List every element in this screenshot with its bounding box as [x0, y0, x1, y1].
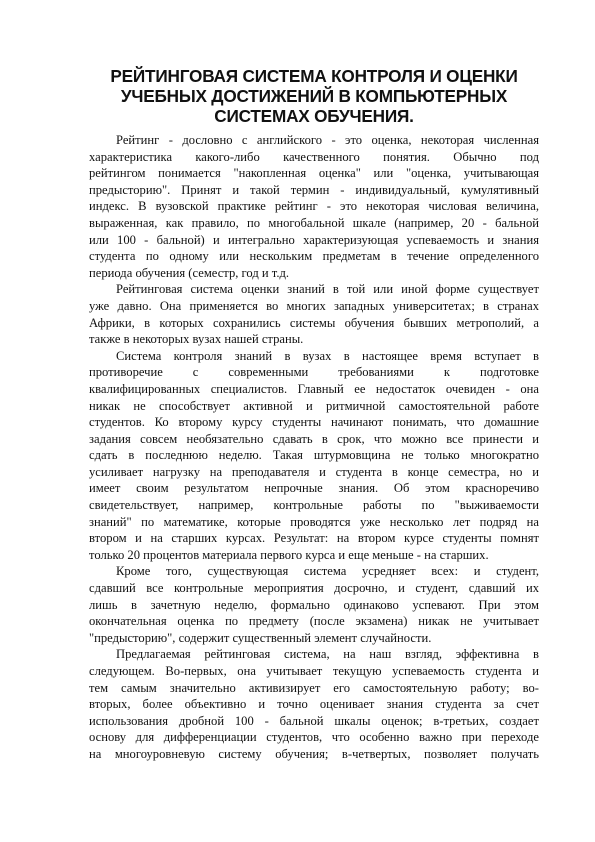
paragraph-line: сдать в последнюю неделю. Такая штурмовщина не только многократно [89, 448, 539, 463]
paragraph [89, 132, 539, 281]
paragraph-line: следующем. Во-первых, она учитывает текущую успеваемость студента и [89, 664, 539, 678]
paragraph-line: втором и на старших курсах. Результат: на втором курсе студенты помнят [89, 531, 539, 546]
paragraph-line: "предысторию", содержит существенный элемент случайности. [89, 630, 432, 645]
paragraph [89, 348, 539, 564]
paragraph-line: Рейтинговая система оценки знаний в той или иной форме существует [116, 282, 539, 297]
paragraph-line: выраженная, как правило, по многобальной шкале (например, 20 - бальной [89, 215, 539, 230]
paragraph-line: усиливает нагрузку на преподавателя и студента в конце семестра, но и [89, 464, 539, 479]
paragraph-line: характеристика какого-либо качественного понятия. Обычно под [89, 149, 539, 164]
paragraph-line: квалифицированных специалистов. Главный ее недостаток очевиден - она [89, 381, 539, 396]
paragraph-line: рейтингом понимается "накопленная оценка" или "оценка, учитывающая [89, 166, 539, 181]
paragraph-line: тем самым значительно активизирует его самостоятельную работу; во- [89, 680, 539, 695]
paragraph-line: Африки, в которых сохранились системы обучения бывших метрополий, а [89, 315, 539, 330]
paragraph-line: студентов. Ко второму курсу студенты начинают понимать, что домашние [89, 415, 539, 430]
paragraph-line: только 20 процентов материала первого курса и еще меньше - на старших. [89, 547, 489, 562]
paragraph-line: свидетельствует, например, контрольные работы по "выживаемости [89, 498, 539, 513]
paragraph-line: лишь в зачетную неделю, формально одинаково успевают. При этом [89, 597, 539, 612]
paragraph-line: основу для дифференциации студентов, что особенно важно при переходе [89, 730, 539, 745]
title-line: УЧЕБНЫХ ДОСТИЖЕНИЙ В КОМПЬЮТЕРНЫХ [120, 86, 508, 106]
paragraph-line: уже давно. Она применяется во многих западных университетах; в странах [89, 298, 539, 313]
paragraph-line: или 100 - бальной) и интегрально характеризующая успеваемость и знания [89, 232, 539, 247]
title-line: СИСТЕМАХ ОБУЧЕНИЯ. [214, 106, 414, 126]
paragraph-line: Рейтинг - дословно с английского - это оценка, некоторая численная [116, 133, 539, 147]
paragraph-line: периода обучения (семестр, год и т.д. [89, 265, 290, 280]
paragraph-line: Система контроля знаний в вузах в настоящее время вступает в [116, 348, 539, 363]
paragraph-line: знаний" по математике, которые проводятся уже несколько лет подряд на [89, 514, 539, 529]
paragraph-line: противоречие с современными требованиями к подготовке [89, 365, 539, 380]
paragraph-line: задания совсем необязательно сдавать в срок, что можно все принести и [89, 431, 539, 446]
paragraph-line: использования дробной 100 - бальной шкалы оценок; в-третьих, создает [89, 713, 539, 728]
paragraph-line: также в некоторых вузах нашей страны. [89, 332, 304, 347]
page-title [89, 66, 539, 126]
paragraph [89, 646, 539, 762]
paragraph [89, 563, 539, 646]
paragraph-line: никак не способствует активной и ритмичной самостоятельной работе [89, 398, 539, 413]
paragraph-line: предысторию". Принят и такой термин - индивидуальный, кумулятивный [89, 182, 539, 197]
title-line: РЕЙТИНГОВАЯ СИСТЕМА КОНТРОЛЯ И ОЦЕНКИ [110, 66, 518, 86]
paragraph-line: окончательная оценка по предмету (после экзамена) никак не учитывает [89, 614, 539, 629]
paragraph-line: индекс. В вузовской практике рейтинг - это некоторая числовая величина, [89, 199, 539, 214]
paragraph-line: сдавший все контрольные мероприятия досрочно, и студент, сдавший их [89, 581, 539, 596]
paragraph-line: на многоуровневую систему обучения; в-четвертых, позволяет получать [89, 746, 539, 761]
paragraph [89, 281, 539, 347]
paragraph-line: студента по одному или нескольким предметам в течение определенного [89, 249, 539, 264]
paragraph-line: Предлагаемая рейтинговая система, на наш взгляд, эффективна в [116, 647, 539, 662]
paragraph-line: имеет своим результатом непрочные знания. Об этом красноречиво [89, 481, 539, 496]
paragraph-line: Кроме того, существующая система усредняет всех: и студент, [116, 564, 539, 579]
body-text [89, 132, 539, 763]
paragraph-line: вторых, более объективно и точно оценивает знания студента за счет [89, 697, 539, 712]
